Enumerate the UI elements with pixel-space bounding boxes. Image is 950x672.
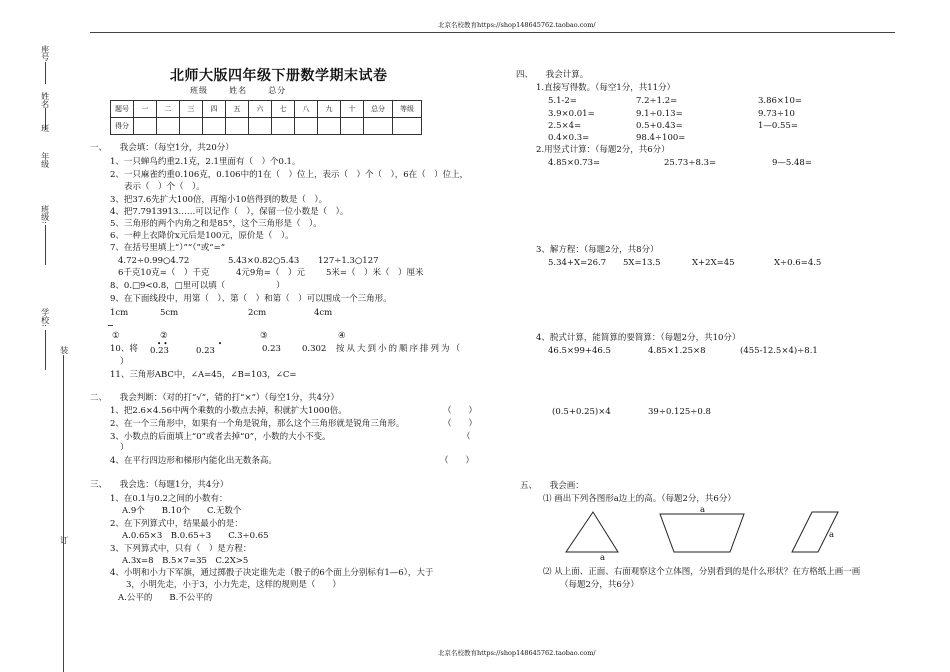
section2-heading: 二、 我会判断：（对的打“√”，错的打“×”）（每空1分，共4分） [90, 393, 339, 403]
s2-q3: 3、小数点的后面填上“0”或者去掉“0”，小数的大小不变。 [110, 432, 331, 442]
score-row-label: 得分 [111, 118, 134, 135]
score-cell: 五 [226, 101, 249, 118]
s4-q4-item: 4.85×1.25×8 [648, 346, 706, 356]
s1-q6: 6、一种上衣降价x元后是100元，原价是（ ）。 [110, 231, 294, 241]
s1-q9-segment: 1cm [110, 308, 129, 318]
s4-q1-item: 0.4×0.3= [548, 133, 590, 143]
subtitle [190, 86, 286, 96]
s4-q1-item: 2.5×4= [548, 121, 582, 131]
margin-school-blank [45, 330, 46, 370]
subtitle-name: 姓名 [229, 86, 248, 95]
margin-class-label: 班级: [40, 205, 50, 224]
s2-q2: 2、在一个三角形中，如果有一个角是锐角，那么这个三角形就是锐角三角形。 [110, 419, 405, 429]
s4-q3-item: 5.34+X=26.7 [548, 258, 607, 268]
repeating-dot: • • [157, 340, 168, 348]
s1-q1: 1、一只蝉鸟约重2.1克，2.1里面有（ ）个0.1。 [110, 157, 301, 167]
margin-ban-label: 班 [40, 124, 50, 132]
page-title: 北师大版四年级下册数学期末试卷 [170, 68, 388, 84]
s1-q7-item: 5.43×0.82○5.43 [228, 256, 300, 266]
score-cell: 总分 [364, 101, 393, 118]
s4-q3-item: X÷0.6=4.5 [774, 258, 822, 268]
s1-q10-tail: 按从大到小的顺序排列为（ [336, 344, 463, 354]
s4-q3-item: X+2X=45 [692, 258, 735, 268]
s2-q3-answer-close: ） [120, 443, 129, 453]
score-input-cell[interactable] [226, 118, 249, 135]
s1-q2b: 表示（ ）个（ ）。 [124, 182, 205, 192]
s1-q3: 3、把37.6先扩大100倍，再缩小10倍得到的数是（ ）。 [110, 195, 328, 205]
s2-q3-answer-open[interactable]: （ [462, 432, 471, 442]
s1-q10-mark: ④ [338, 331, 346, 341]
header-rule [90, 32, 895, 33]
s1-q10-label: 10、将 [110, 344, 138, 354]
s4-q2-item: 4.85×0.73= [548, 158, 601, 168]
s3-q3: 3、下列算式中，只有（ ）是方程： [110, 544, 252, 554]
s3-q1-options: A.9个 B.10个 C.无数个 [122, 506, 242, 516]
score-table-header-row [111, 101, 422, 118]
s1-q7-item: 5米=（ ）米（ ）厘米 [326, 268, 424, 278]
s4-q1-item: 9.73÷10 [758, 109, 795, 119]
score-cell: 七 [272, 101, 295, 118]
repeating-dot: • [218, 340, 223, 348]
s1-q9-segment: 5cm [160, 308, 179, 318]
trapezoid-side-label: a [700, 505, 706, 515]
score-input-cell[interactable] [318, 118, 341, 135]
s1-q9-dash [108, 325, 113, 326]
score-cell: 八 [295, 101, 318, 118]
score-table [110, 100, 422, 135]
score-input-cell[interactable] [295, 118, 318, 135]
binding-ding-label: 订 [59, 536, 69, 544]
score-input-cell[interactable] [157, 118, 180, 135]
score-cell: 三 [180, 101, 203, 118]
s1-q10-value-2: 0.23 [196, 346, 215, 356]
s4-q2-item: 9—5.48= [772, 158, 812, 168]
score-cell: 九 [318, 101, 341, 118]
s1-q10-mark: ① [112, 331, 120, 341]
s3-q1: 1、在0.1与0.2之间的小数有： [110, 494, 228, 504]
score-cell: 题号 [111, 101, 134, 118]
s2-q4-answer[interactable]: （ ） [440, 456, 475, 466]
s1-q10-mark: ② [160, 331, 168, 341]
s4-q1-item: 1—0.55= [758, 121, 798, 131]
s5-q2b: （每题2分，共6分） [560, 580, 639, 590]
parallelogram-side-label: a [829, 530, 835, 540]
s1-q2a: 2、一只麻雀约重0.106克，0.106中的1在（ ）位上，表示（ ）个（ ），6在（ ）位上， [110, 170, 469, 180]
subtitle-total: 总分 [268, 86, 287, 95]
section5-heading: 五、 我会画： [520, 481, 584, 491]
s1-q4: 4、把7.7913913……可以记作（ ），保留一位小数是（ ）。 [110, 207, 349, 217]
margin-seat-label: 座号 [40, 45, 50, 61]
s4-q4: 4、脱式计算，能简算的要简算：（每题2分，共10分） [536, 333, 741, 343]
binding-zhuang-label: 装 [59, 346, 69, 354]
score-cell: 十 [341, 101, 364, 118]
s3-q4b: 3，小明先走，小于3，小力先走，这样的规则是（ ） [126, 580, 341, 590]
score-cell: 等级 [393, 101, 422, 118]
margin-seat-blank [45, 62, 46, 84]
section4-heading: 四、 我会计算。 [516, 70, 589, 80]
margin-class-blank [45, 225, 46, 265]
s4-q4-item: (0.5+0.25)×4 [552, 407, 611, 417]
s1-q10-close: ） [120, 357, 129, 367]
s4-q1-item: 3.86×10= [758, 96, 802, 106]
score-input-cell[interactable] [249, 118, 272, 135]
s1-q11: 11、三角形ABC中，∠A=45，∠B=103，∠C= [110, 370, 297, 380]
s4-q1-item: 3.9×0.01= [548, 109, 595, 119]
s4-q1-item: 5.1-2= [548, 96, 577, 106]
s4-q4-item: 46.5×99+46.5 [548, 346, 611, 356]
s1-q8: 8、0.□9<0.8，□里可以填（ ） [110, 281, 285, 291]
s1-q7-item: 4元9角=（ ）元 [236, 268, 305, 278]
s1-q7: 7、在括号里填上“）”“（”或“=” [110, 243, 226, 253]
score-input-cell[interactable] [341, 118, 364, 135]
s1-q7-item: 4.72÷0.99○4.72 [118, 256, 190, 266]
s4-q4-item: 39÷0.125÷0.8 [648, 407, 711, 417]
binding-line [63, 355, 64, 672]
trapezoid-shape [660, 514, 744, 552]
score-input-cell[interactable] [203, 118, 226, 135]
score-cell: 二 [157, 101, 180, 118]
score-cell: 四 [203, 101, 226, 118]
s4-q3: 3、解方程：（每题2分，共8分） [536, 245, 659, 255]
s1-q7-item: 127÷1.3○127 [318, 256, 379, 266]
score-cell: 一 [134, 101, 157, 118]
s4-q1-item: 0.5+0.43= [636, 121, 683, 131]
s3-q3-options: A.3x=8 B.5×7=35 C.2X>5 [122, 556, 249, 566]
score-input-cell[interactable] [180, 118, 203, 135]
s1-q7-item: 6千克10克=（ ）千克 [118, 268, 210, 278]
s4-q2-item: 25.73÷8.3= [664, 158, 717, 168]
s4-q3-item: 5X=13.5 [623, 258, 661, 268]
s1-q10-value-3: 0.23 [262, 344, 281, 354]
s5-q1: ⑴ 画出下列各图形a边上的高。（每题2分，共6分） [543, 494, 736, 504]
s1-q5: 5、三角形的两个内角之和是85°，这个三角形是（ ）。 [110, 219, 322, 229]
subtitle-class: 班级 [190, 86, 208, 95]
s4-q4-item: (455-12.5×4)÷8.1 [740, 346, 818, 356]
score-table-score-row [111, 118, 422, 135]
s5-q2a: ⑵ 从上面、正面、右面观察这个立体图，分别看到的是什么形状？在方格纸上画一画 [543, 567, 861, 577]
score-input-cell[interactable] [272, 118, 295, 135]
margin-name-label: 姓名 [40, 92, 50, 108]
s1-q10-mark: ③ [260, 331, 268, 341]
s2-q1: 1、把2.6×4.56中两个乘数的小数点去掉，积就扩大1000倍。 [110, 406, 347, 416]
s3-q4-options: A.公平的 B.不公平的 [118, 593, 213, 603]
margin-grade-label: 年级 [40, 152, 50, 168]
s3-q2-options: A.0.65×3 B.0.65÷3 C.3÷0.65 [122, 531, 269, 541]
s4-q2: 2.用竖式计算：（每题2分，共6分） [536, 145, 670, 155]
s2-q1-answer[interactable]: （ ） [443, 406, 478, 416]
s2-q4: 4、在平行四边形和梯形内能化出无数条高。 [110, 456, 277, 466]
s1-q10-value-4: 0.302 [302, 344, 327, 354]
s4-q1-item: 7.2÷1.2= [636, 96, 678, 106]
margin-school-label: 学校: [40, 308, 50, 327]
section1-heading: 一、 我会填：（每空1分，共20分） [90, 143, 234, 153]
s1-q9-segment: 2cm [248, 308, 267, 318]
s3-q4a: 4、小明和小力下军旗，通过掷骰子决定谁先走（骰子的6个面上分别标有1—6），大于 [110, 568, 434, 578]
score-input-cell[interactable] [134, 118, 157, 135]
score-cell: 六 [249, 101, 272, 118]
header-url: 北京名校教育https://shop148645762.taobao.com/ [438, 21, 596, 29]
s3-q2: 2、在下列算式中，结果最小的是： [110, 519, 243, 529]
triangle-side-label: a [600, 553, 606, 563]
s1-q9-segment: 4cm [314, 308, 333, 318]
s4-q1-item: 98.4÷100= [636, 133, 686, 143]
s1-q10-value-1: 0.23 [150, 346, 169, 356]
s4-q1: 1.直接写得数。（每空1分，共11分） [536, 83, 676, 93]
triangle-shape [566, 512, 618, 552]
footer-url: 北京名校教育https://shop148645762.taobao.com/ [438, 649, 596, 657]
section3-heading: 三、 我会选：（每题1分，共4分） [90, 480, 229, 490]
s2-q2-answer[interactable]: （ ） [443, 419, 478, 429]
s4-q1-item: 9.1÷0.13= [636, 109, 683, 119]
score-input-cell[interactable] [364, 118, 393, 135]
score-input-cell[interactable] [393, 118, 422, 135]
s1-q9: 9、在下面线段中，用第（ ）、第（ ）和第（ ）可以围成一个三角形。 [110, 294, 392, 304]
